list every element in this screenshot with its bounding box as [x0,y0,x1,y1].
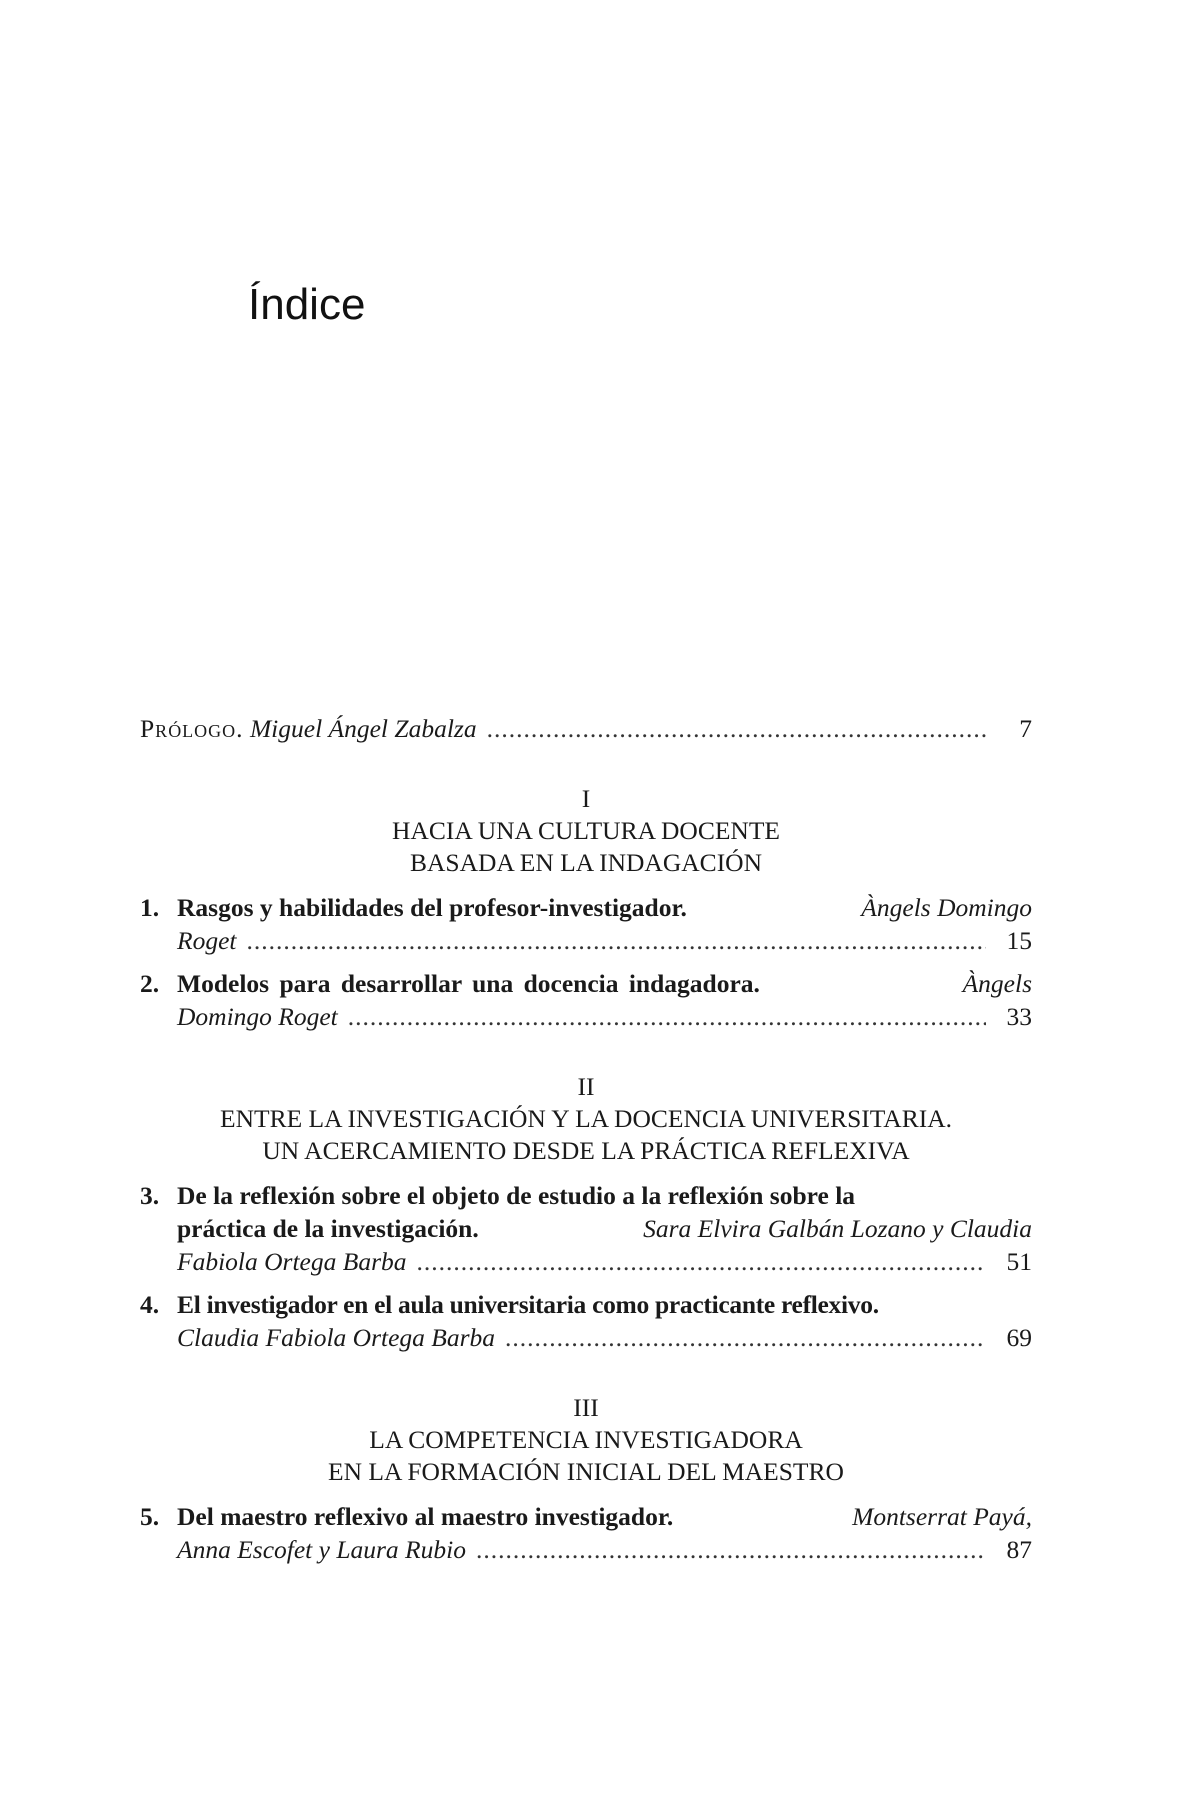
entry-title: Modelos para desarrollar una docencia indagadora. [177,969,760,998]
part-title-line: HACIA UNA CULTURA DOCENTE [392,816,780,845]
toc-entry-2[interactable] [140,967,1032,1033]
entry-number: 4. [140,1290,160,1319]
entry-author: Àngels [962,969,1032,998]
entry-author: Claudia Fabiola Ortega Barba [177,1323,496,1352]
part-title-line: LA COMPETENCIA INVESTIGADORA [369,1425,803,1454]
entry-number: 3. [140,1181,160,1210]
entry-title: El investigador en el aula universitaria como practicante reflexivo. [177,1290,879,1319]
part-title-line: UN ACERCAMIENTO DESDE LA PRÁCTICA REFLEXIVA [262,1136,910,1165]
toc-entry-1[interactable] [140,891,1032,957]
entry-title: Rasgos y habilidades del profesor-investigador. [177,893,687,922]
entry-author: Anna Escofet y Laura Rubio [177,1535,466,1564]
part-title-line: ENTRE LA INVESTIGACIÓN Y LA DOCENCIA UNIVERSITARIA. [220,1104,952,1133]
part-numeral: II [577,1072,595,1101]
table-of-contents [140,712,1032,1576]
page-number: 51 [1006,1247,1032,1276]
part-numeral: I [581,784,591,813]
dot-leader [505,1321,986,1354]
dot-leader [348,1000,986,1033]
prologue-author: Miguel Ángel Zabalza [249,714,477,743]
part-title-line: BASADA EN LA INDAGACIÓN [409,848,763,877]
dot-leader [476,1533,986,1566]
toc-entry-5[interactable] [140,1500,1032,1566]
page-number: 69 [1006,1323,1032,1352]
part-heading-3 [140,1392,1032,1488]
prologue-label: Prólogo. [140,714,244,743]
part-heading-2 [140,1071,1032,1167]
toc-entry-3[interactable] [140,1179,1032,1278]
entry-author: Àngels Domingo [861,893,1032,922]
entry-author: Sara Elvira Galbán Lozano y Claudia [643,1214,1032,1243]
entry-author: Roget [177,926,237,955]
entry-number: 2. [140,969,160,998]
part-heading-1 [140,783,1032,879]
dot-leader [246,924,986,957]
entry-title: De la reflexión sobre el objeto de estudio a la reflexión sobre la [177,1181,856,1210]
page-title: Índice [248,280,366,329]
page-number: 33 [1006,1002,1032,1031]
entry-author: Fabiola Ortega Barba [177,1247,407,1276]
entry-title: Del maestro reflexivo al maestro investigador. [177,1502,674,1531]
entry-author: Domingo Roget [177,1002,338,1031]
toc-entry-4[interactable] [140,1288,1032,1354]
page-number: 15 [1006,926,1032,955]
dot-leader [417,1245,987,1278]
entry-title: práctica de la investigación. [177,1214,479,1243]
part-numeral: III [573,1393,599,1422]
page-number: 87 [1006,1535,1032,1564]
toc-prologue[interactable] [140,712,1032,745]
entry-number: 1. [140,893,160,922]
entry-author: Montserrat Payá, [852,1502,1032,1531]
part-title-line: EN LA FORMACIÓN INICIAL DEL MAESTRO [328,1457,844,1486]
entry-number: 5. [140,1502,160,1531]
page-number: 7 [1019,714,1032,743]
dot-leader [487,712,986,745]
